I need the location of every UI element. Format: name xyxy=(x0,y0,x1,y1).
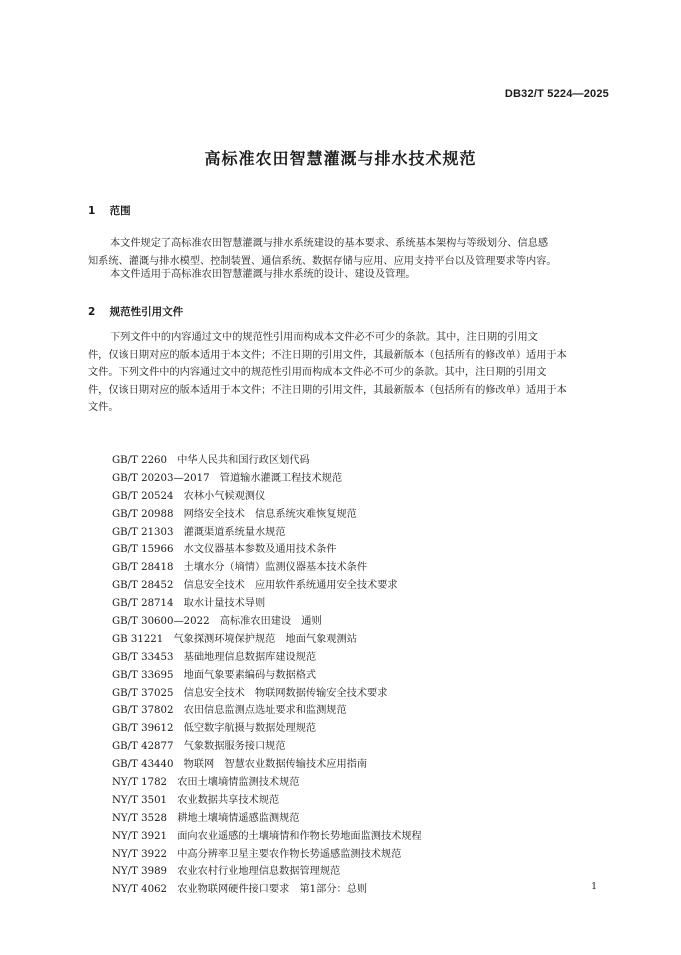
reference-item: GB/T 21303 灌溉渠道系统量水规范 xyxy=(112,526,286,538)
reference-item: GB/T 2260 中华人民共和国行政区划代码 xyxy=(112,455,310,466)
standard-code: DB32/T 5224—2025 xyxy=(504,88,609,100)
reference-item: NY/T 3989 农业农村行业地理信息数据管理规范 xyxy=(112,866,341,878)
document-title: 高标准农田智慧灌溉与排水技术规范 xyxy=(204,149,477,168)
text-line: 文件。下列文件中的内容通过文中的规范性引用而构成本文件必不可少的条款。其中，注日期的引用文 xyxy=(88,367,547,379)
page-number: 1 xyxy=(591,882,597,892)
reference-item: GB/T 43440 物联网 智慧农业数据传输技术应用指南 xyxy=(112,759,368,771)
scope-paragraph-1 xyxy=(88,235,608,270)
reference-item: GB/T 20203—2017 管道输水灌溉工程技术规范 xyxy=(112,472,343,484)
text-line: 件，仅该日期对应的版本适用于本文件；不注日期的引用文件，其最新版本（包括所有的修改单）适用于本 xyxy=(88,384,567,396)
section-title: 规范性引用文件 xyxy=(109,306,184,318)
reference-item: GB 31221 气象探测环境保护规范 地面气象观测站 xyxy=(112,633,357,645)
reference-item: GB/T 37025 信息安全技术 物联网数据传输安全技术要求 xyxy=(112,687,388,699)
reference-item: GB/T 30600—2022 高标准农田建设 通则 xyxy=(112,616,322,628)
reference-item: NY/T 1782 农田土壤墒情监测技术规范 xyxy=(112,777,300,789)
reference-list xyxy=(112,452,422,899)
section-heading-scope xyxy=(88,203,131,218)
section-number: 2 xyxy=(88,306,96,318)
scope-paragraph-2 xyxy=(88,266,608,284)
reference-item: GB/T 15966 水文仪器基本参数及通用技术条件 xyxy=(112,544,337,556)
reference-item: GB/T 20988 网络安全技术 信息系统灾难恢复规范 xyxy=(112,508,357,520)
reference-item: GB/T 28418 土壤水分（墒情）监测仪器基本技术条件 xyxy=(112,562,368,574)
text-line: 下列文件中的内容通过文中的规范性引用而构成本文件必不可少的条款。其中，注日期的引用文 xyxy=(110,332,538,343)
reference-item: NY/T 3528 耕地土壤墒情遥感监测规范 xyxy=(112,812,300,824)
reference-item: NY/T 3922 中高分辨率卫星主要农作物长势遥感监测技术规范 xyxy=(112,848,402,860)
text-line: 件，仅该日期对应的版本适用于本文件；不注日期的引用文件，其最新版本（包括所有的修改单）适用于本 xyxy=(88,349,567,361)
section-heading-normative-references xyxy=(88,304,183,319)
reference-item: GB/T 28714 取水计量技术导则 xyxy=(112,598,266,610)
text-line: 本文件适用于高标准农田智慧灌溉与排水系统的设计、建设及管理。 xyxy=(110,269,416,280)
reference-item: NY/T 3501 农业数据共享技术规范 xyxy=(112,794,280,806)
section-number: 1 xyxy=(88,205,96,217)
reference-item: GB/T 42877 气象数据服务接口规范 xyxy=(112,741,286,753)
reference-item: GB/T 33453 基础地理信息数据库建设规范 xyxy=(112,651,317,663)
reference-item: NY/T 3921 面向农业遥感的土壤墒情和作物长势地面监测技术规程 xyxy=(112,830,422,842)
reference-item: GB/T 39612 低空数字航摄与数据处理规范 xyxy=(112,723,317,735)
section-title: 范围 xyxy=(109,205,131,217)
text-line: 文件。 xyxy=(88,402,119,414)
reference-item: GB/T 20524 农林小气候观测仪 xyxy=(112,490,266,502)
text-line: 知系统、灌溉与排水模型、控制装置、通信系统、数据存储与应用、应用支持平台以及管理要求等内容。 xyxy=(88,255,557,267)
reference-item: GB/T 28452 信息安全技术 应用软件系统通用安全技术要求 xyxy=(112,580,398,592)
text-line: 本文件规定了高标准农田智慧灌溉与排水系统建设的基本要求、系统基本架构与等级划分、信息感 xyxy=(110,238,549,249)
reference-item: GB/T 33695 地面气象要素编码与数据格式 xyxy=(112,669,317,681)
reference-item: NY/T 4062 农业物联网硬件接口要求 第1部分：总则 xyxy=(112,884,368,896)
references-intro-paragraph xyxy=(88,329,608,417)
reference-item: GB/T 37802 农田信息监测点选址要求和监测规范 xyxy=(112,705,347,717)
